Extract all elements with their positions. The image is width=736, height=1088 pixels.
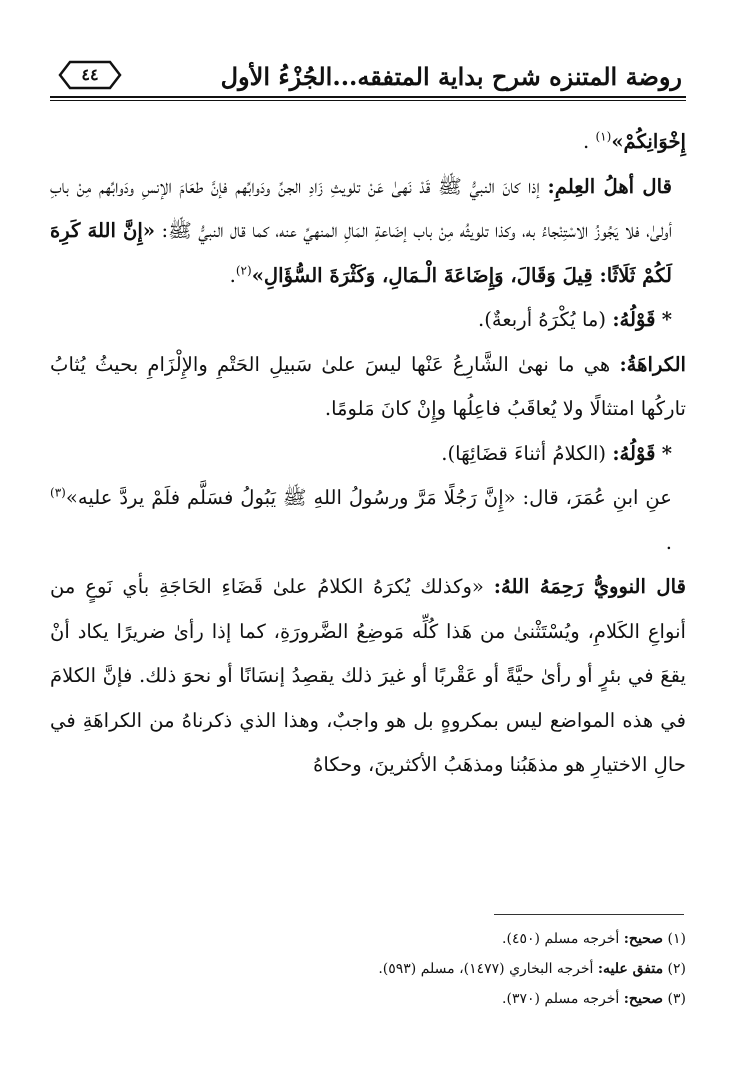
page-header: [50, 56, 686, 104]
paragraph-quote-heading: [50, 432, 686, 477]
footnote-number: (١): [667, 931, 686, 947]
paragraph-text: (الكلامُ أثناءَ قضَائِهَا).: [441, 441, 607, 465]
paragraph-scholars: [50, 165, 686, 299]
footnote-item: [50, 954, 686, 984]
paragraph-quote-heading: [50, 298, 686, 343]
footnote-text: أخرجه مسلم (٤٥٠).: [502, 931, 620, 947]
paragraph-nawawi: [50, 565, 686, 788]
page-number: ٤٤: [81, 65, 99, 84]
main-text: [50, 120, 686, 788]
paragraph-lead: الكراهَةُ:: [619, 352, 686, 376]
footnote-number: (٣): [667, 991, 686, 1007]
paragraph-lead: قَوْلُهُ:: [612, 441, 656, 465]
star-marker: *: [661, 441, 672, 465]
hadith-text: «إِنَّ اللهَ كَرِهَ لَكُمْ ثَلَاثًا: قِيلَ وَقَالَ، وَإِضَاعَةَ الْـمَالِ، وَكَثْرَةَ السُّؤَالِ»: [50, 219, 672, 287]
footnote-ref-3: (٣): [50, 485, 66, 500]
paragraph-continuation: [50, 120, 686, 165]
star-marker: *: [661, 308, 672, 331]
sentence-end: .: [583, 130, 590, 153]
sentence-end: .: [229, 263, 236, 287]
paragraph-lead: قَوْلُهُ:: [612, 308, 656, 331]
running-title: روضة المتنزه شرح بداية المتفقه...الجُزْءُ الأول: [220, 62, 682, 91]
sentence-end: .: [665, 530, 672, 554]
footnote-ref-1: (١): [595, 129, 612, 144]
footnote-item: [50, 924, 686, 954]
paragraph-definition: [50, 343, 686, 432]
footnotes: [50, 924, 686, 1014]
hadith-text: إِخْوَانِكُمْ»: [611, 130, 686, 153]
paragraph-text: «وكذلك يُكرَهُ الكلامُ علىٰ قَضَاءِ الحَاجَةِ بأي نَوعٍ من أنواعِ الكَلامِ، ويُسْتَثْنىٰ من هَذا كُلِّه مَوضِعُ الضَّرورَةِ، كما إذا رأىٰ ضريرًا يكاد أنْ يقعَ في بئرٍ أو رأىٰ حيَّةً أو عَقْربًا أو غيرَ ذلك يقصِدُ إنسَانًا أو نحوَ ذلك. فإنَّ الكلامَ في هذه المواضع ليس بمكروهٍ بل هو واجبٌ، وهذا الذي ذكرناهُ من الكراهَةِ في حالِ الاختيارِ هو مذهَبُنا ومذهَبُ الأكثرينَ، وحكاهُ: [50, 575, 686, 776]
paragraph-lead: قال النوويُّ رَحِمَهُ اللهُ:: [493, 575, 686, 598]
footnote-divider: [494, 914, 684, 915]
footnote-text: أخرجه مسلم (٣٧٠).: [502, 991, 620, 1007]
footnote-text: أخرجه البخاري (١٤٧٧)، مسلم (٥٩٣).: [378, 961, 594, 977]
paragraph-text: (ما يُكْرَهُ أربعةٌ).: [477, 308, 607, 331]
footnote-number: (٢): [667, 961, 686, 977]
paragraph-text: إذا كانَ النبيُّ ﷺ قَدْ نَهىٰ عَنْ تلويثِ زَادِ الجنِّ ودَوابِّهم فإنَّ طعَامَ الإنسِ ودَوابِّهم مِنْ بابِ أولىٰ، فلا يَجُوزُ الاسْتِنْجاءُ به، وكذا تلويثُه مِنْ باب إضَاعةِ المَالِ المنهيِّ عنه، كما قال النبيُّ ﷺ:: [50, 174, 672, 242]
footnote-label: صحيح:: [623, 991, 664, 1007]
page-number-badge: [58, 60, 122, 90]
paragraph-text: عنِ ابنِ عُمَرَ، قال: «إِنَّ رَجُلًا مَرَّ ورسُولُ اللهِ ﷺ يَبُولُ فسَلَّم فلَمْ يردَّ عليه»: [65, 486, 673, 509]
footnote-label: متفق عليه:: [597, 961, 664, 977]
paragraph-narration: [50, 476, 686, 565]
footnote-ref-2: (٢): [235, 262, 252, 277]
footnote-label: صحيح:: [623, 931, 664, 947]
header-rule: [50, 96, 686, 98]
paragraph-text: هي ما نهىٰ الشَّارِعُ عَنْها ليسَ علىٰ سَبيلِ الحَتْمِ والإِلْزَامِ بحيثُ يُثابُ تاركُها امتثالًا ولا يُعاقَبُ فاعِلُها وإِنْ كانَ مَلومًا.: [50, 352, 686, 420]
paragraph-lead: قال أهلُ العِلمِ:: [547, 174, 672, 198]
header-rule-thin: [50, 100, 686, 101]
footnote-item: [50, 984, 686, 1014]
